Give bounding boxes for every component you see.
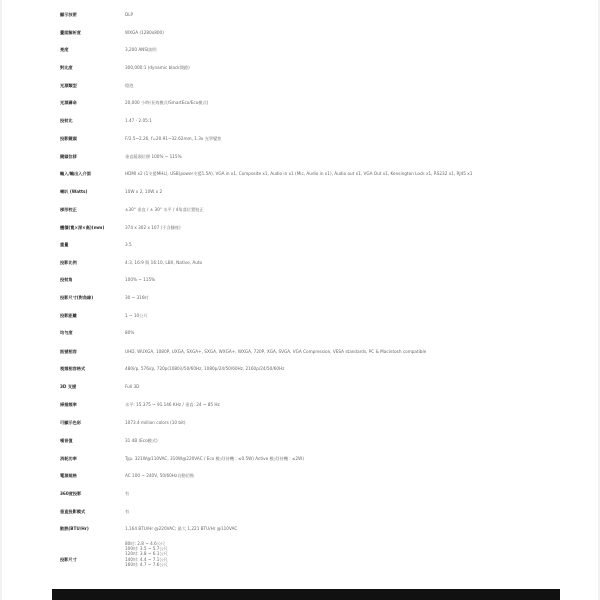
spec-value: 3,200 ANSI流明 (125, 47, 157, 52)
spec-value: ±30° 垂直 / ± 30° 水平 / 4角落位置校正 (125, 207, 204, 212)
spec-label: 梯形校正 (60, 207, 77, 212)
spec-value: 20,000 小時(長效模式/SmartEco/Eco模式) (125, 100, 209, 105)
spec-value: 4:3, 16:9 與 16:10, LBX, Native, Auto (125, 260, 203, 265)
spec-value: 100% ~ 115% (125, 277, 156, 282)
size-line: 120吋: 3.8 ~ 6.1公尺 (125, 551, 168, 557)
spec-value: 300,000:1 (dynamic black開啟) (125, 65, 190, 70)
spec-label: 投影距離 (60, 313, 77, 318)
size-line: 140吋: 4.4 ~ 7.1公尺 (125, 556, 168, 562)
spec-value: 10W x 2, 10W x 2 (125, 189, 163, 194)
spec-value: F/2.5~2.26, f=20.91~32.62mm, 1.3x 光學變焦 (125, 136, 222, 141)
spec-label: 投影比例 (60, 260, 77, 265)
spec-value: 30 ~ 316吋 (125, 295, 149, 300)
spec-label: 輸入/輸出入介面 (60, 171, 91, 176)
size-line: 100吋: 3.5 ~ 5.7公尺 (125, 546, 168, 552)
spec-label: 畫面解析度 (60, 30, 81, 35)
spec-value: 有 (125, 509, 130, 514)
spec-row-size-distance (60, 541, 565, 573)
spec-value: 垂直鏡頭位移 100% ~ 115% (125, 154, 182, 159)
spec-label: 訊號相容 (60, 349, 77, 354)
spec-value: 有 (125, 491, 130, 496)
spec-value: HDMI x2 (1支援MHL), USB(power支援1.5A), VGA in x1, Composite x1, Audio in x1 (Mic, Audio in x1), Audio out x1, VGA Out x1, Kensington Lock x1, RS232 x1, RJ45 x1 (125, 171, 473, 176)
spec-label: 噪音值 (60, 438, 73, 443)
spec-label: 可顯示色彩 (60, 420, 81, 425)
spec-label: 電源規格 (60, 473, 77, 478)
spec-value: WXGA (1280x800) (125, 30, 164, 35)
spec-label: 投影鏡頭 (60, 136, 77, 141)
spec-label: 顯示技術 (60, 12, 77, 17)
spec-label: 消耗功率 (60, 456, 77, 461)
spec-label: 視頻相容格式 (60, 366, 86, 371)
spec-value: 374 x 302 x 107 (不含腳座) (125, 225, 181, 230)
page-edge-left (0, 0, 2, 600)
spec-value: 480i/p, 576i/p, 720p(1080i)/50/60Hz, 1080p/24/50/60Hz, 2160p/24/50/60Hz (125, 366, 285, 371)
spec-label: 投影尺寸 (60, 557, 77, 562)
spec-value: Typ. 321W@110VAC, 310W@220VAC / Eco 模式(待機 : ≤0.5W) Active 模式(待機 : ≤2W) (125, 456, 304, 461)
spec-value: 80% (125, 330, 135, 335)
spec-label: 投射比 (60, 118, 73, 123)
spec-label: 對比度 (60, 65, 73, 70)
spec-value: 燈泡 (125, 83, 134, 88)
spec-value: AC 100 ~ 240V, 50/60Hz自動切換 (125, 473, 194, 478)
spec-label: 投射角 (60, 277, 73, 282)
spec-label: 光源類型 (60, 83, 77, 88)
spec-label: 均勻度 (60, 330, 73, 335)
spec-value-lines (125, 541, 565, 567)
spec-label: 3D 支援 (60, 384, 77, 389)
spec-label: 鏡頭位移 (60, 154, 77, 159)
spec-label: 垂直投影模式 (60, 509, 86, 514)
spec-value: 1073.4 million colors (10 bit) (125, 420, 186, 425)
spec-value: Full 3D (125, 384, 140, 389)
size-line: 160吋: 4.7 ~ 7.6公尺 (125, 561, 168, 567)
spec-label: 重量 (60, 242, 69, 247)
spec-label: 喇叭 (Watts) (60, 189, 88, 194)
spec-value: 1 ~ 10公尺 (125, 313, 148, 318)
spec-value: UHD, WUXGA, 1080P, UXGA, SXGA+, SXGA, WXGA+, WXGA, 720P, XGA, SVGA, VGA Compression, VESA standards, PC & Macintosh compatible (125, 349, 427, 354)
spec-label: 光源壽命 (60, 100, 77, 105)
spec-value: 1.47 - 2.05:1 (125, 118, 152, 123)
spec-label: 360度投影 (60, 491, 82, 496)
spec-label: 亮度 (60, 47, 69, 52)
spec-value: 1,164 BTU/Hr @220VAC; 最大 1,221 BTU/Hr @110VAC (125, 526, 238, 531)
spec-label: 散熱(BTU/Hr) (60, 526, 89, 531)
spec-label: 掃描頻率 (60, 402, 77, 407)
spec-value: DLP (125, 12, 134, 17)
spec-value: 水平: 15.375 ~ 91.146 KHz / 垂直: 24 ~ 85 Hz (125, 402, 220, 407)
spec-label: 投影尺寸(對角線) (60, 295, 94, 300)
spec-value: 3.5 (125, 242, 132, 247)
spec-value: 31 dB (Eco模式) (125, 438, 158, 443)
bottom-bar (52, 589, 560, 600)
spec-label: 體積(寬×深×高)(mm) (60, 225, 105, 230)
size-line: 80吋: 2.8 ~ 4.6公尺 (125, 541, 166, 546)
